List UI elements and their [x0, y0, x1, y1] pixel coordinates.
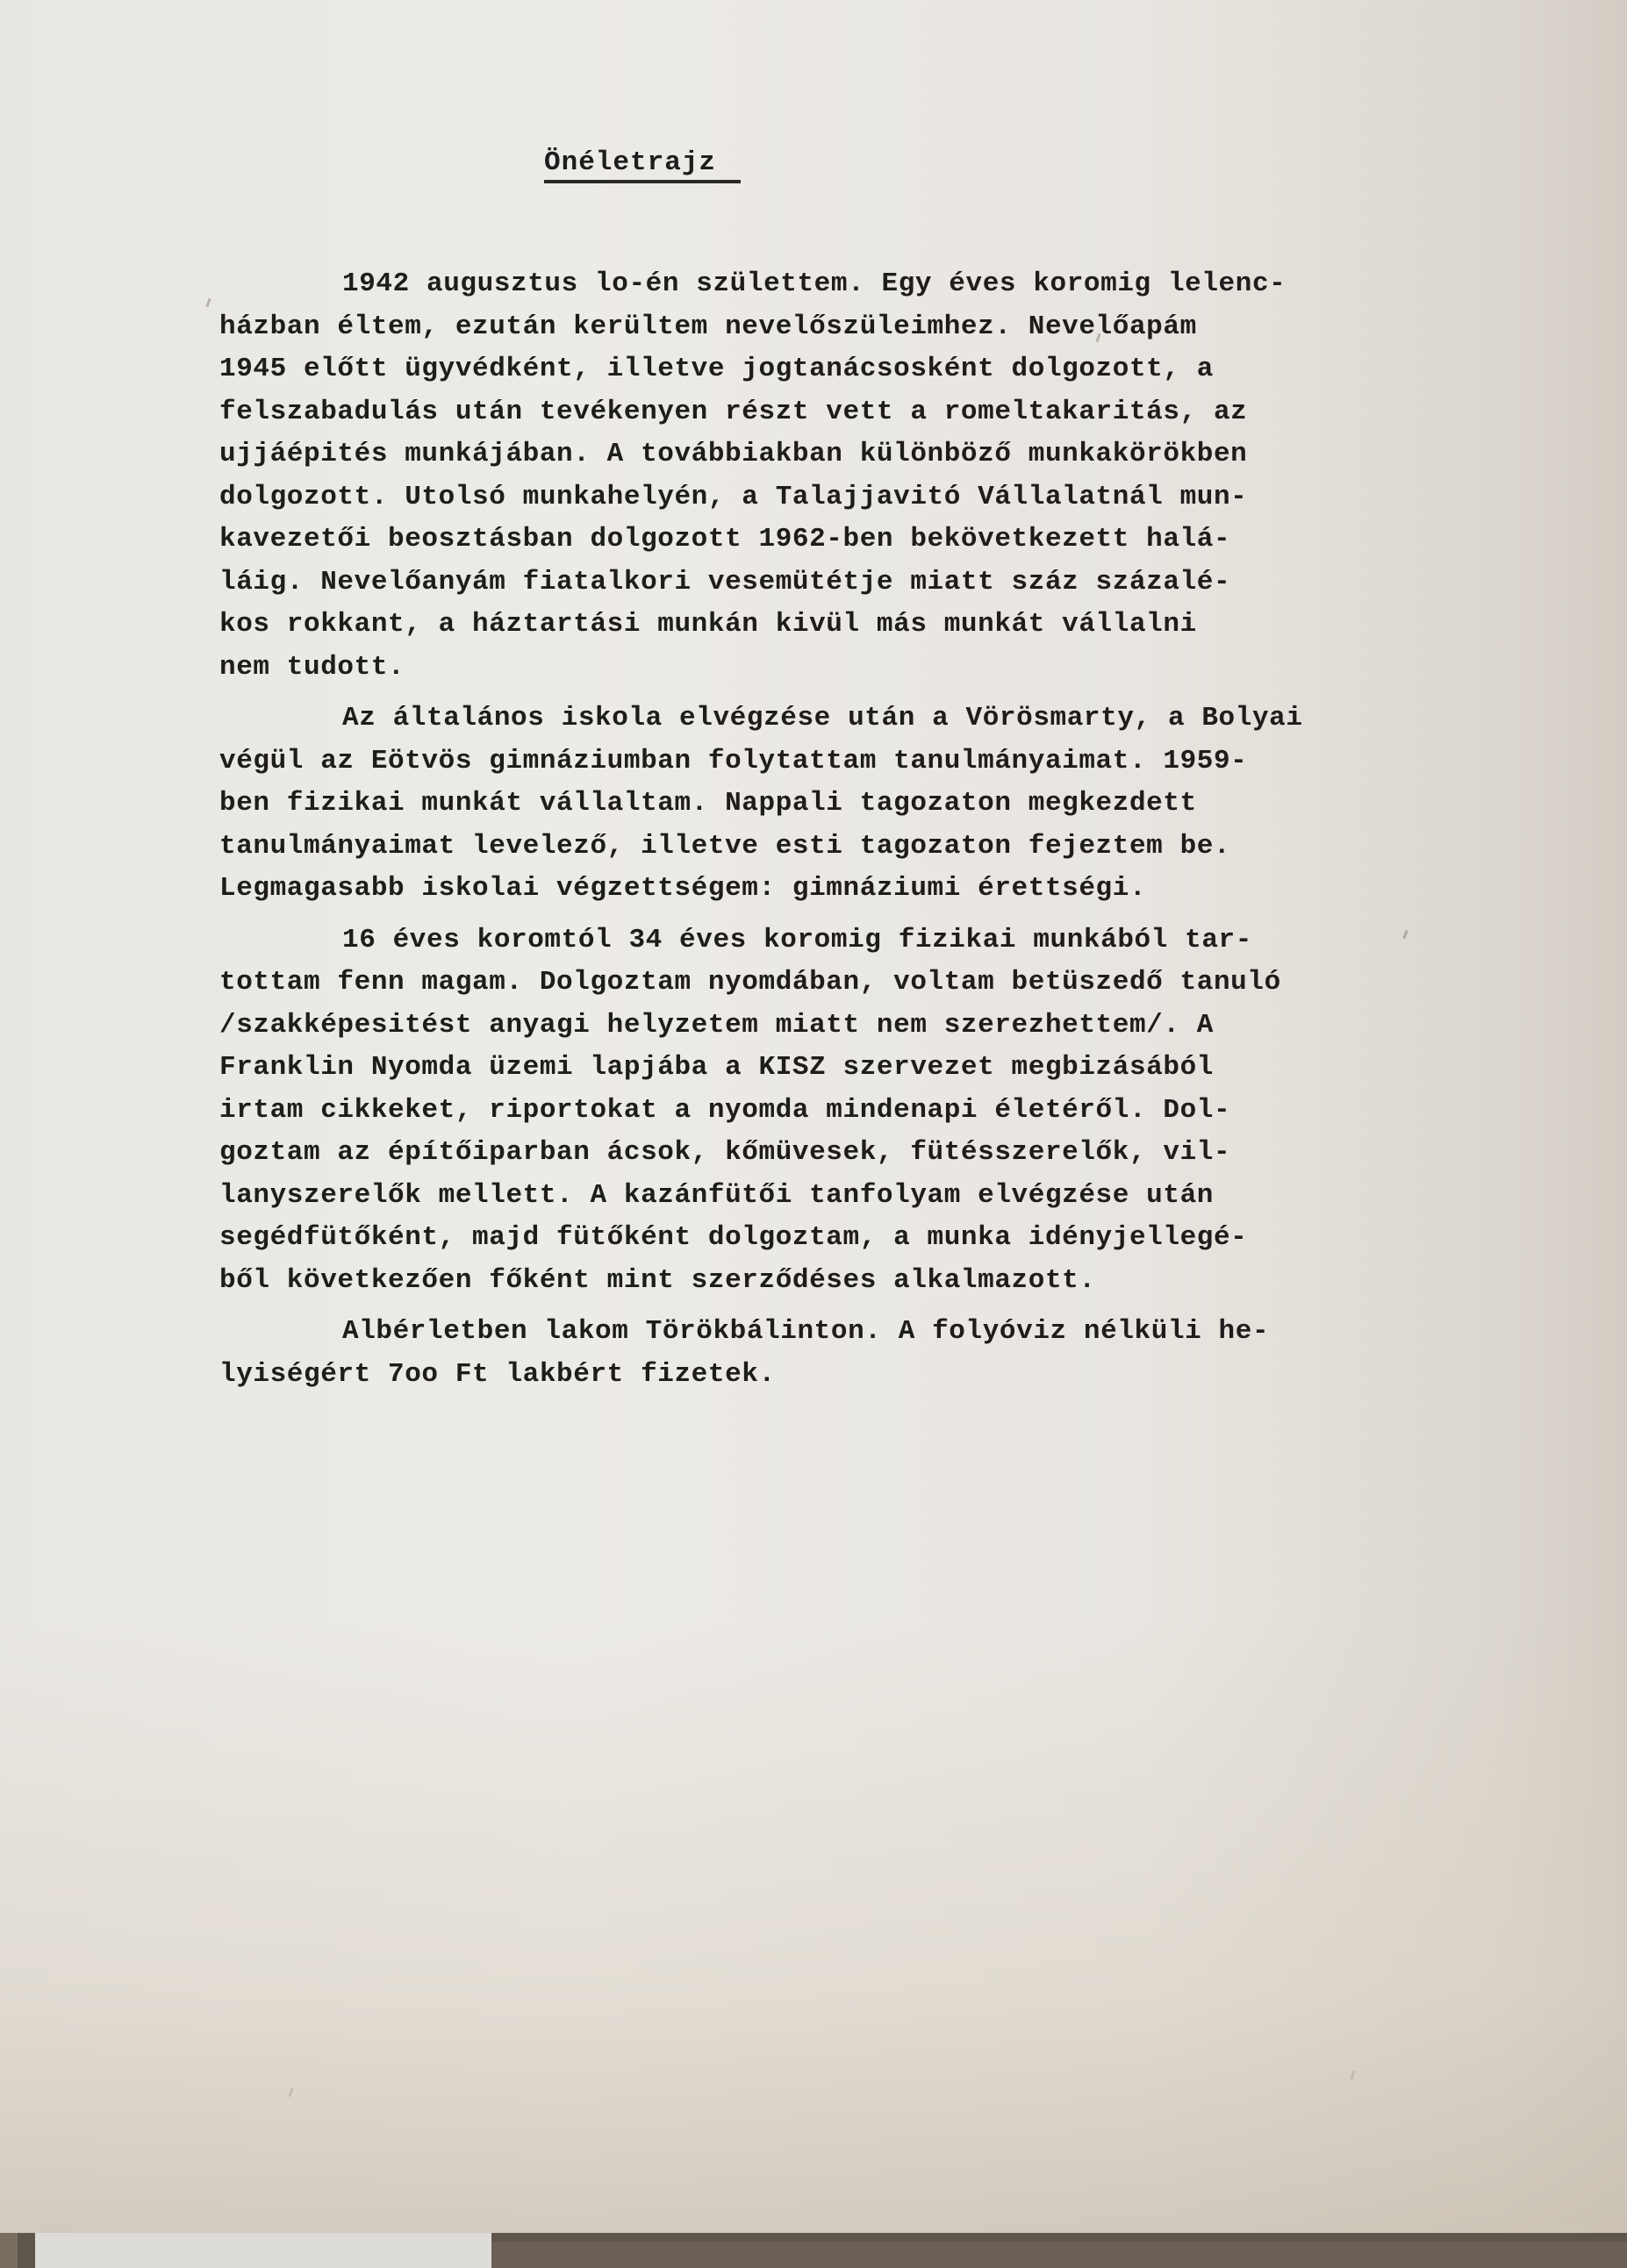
text-line: 1945 előtt ügyvédként, illetve jogtanácsosként dolgozott, a — [219, 354, 1214, 384]
paper-speck — [205, 298, 211, 307]
text-line: irtam cikkeket, riportokat a nyomda mindenapi életéről. Dol- — [219, 1094, 1231, 1126]
table-edge — [0, 2233, 18, 2268]
text-line: tanulmányaimat levelező, illetve esti tagozaton fejeztem be. — [219, 830, 1231, 862]
paragraph-education — [219, 698, 1536, 911]
text-line: ben fizikai munkát vállaltam. Nappali tagozaton megkezdett — [219, 788, 1197, 819]
text-line: Legmagasabb iskolai végzettségem: gimnáziumi érettségi. — [219, 873, 1147, 904]
paper-speck — [288, 2088, 293, 2097]
paragraph-birth-family — [219, 263, 1536, 689]
text-line: segédfütőként, majd fütőként dolgoztam, a munka idényjellegé- — [219, 1222, 1248, 1253]
text-line: felszabadulás után tevékenyen részt vett a romeltakaritás, az — [219, 396, 1248, 427]
text-line: nem tudott. — [219, 651, 405, 683]
text-line: láig. Nevelőanyám fiatalkori vesemütétje miatt száz százalé- — [219, 566, 1231, 597]
text-line: Albérletben lakom Törökbálinton. A folyóviz nélküli he- — [342, 1316, 1270, 1347]
text-line: házban éltem, ezután kerültem nevelőszüleimhez. Nevelőapám — [219, 311, 1197, 342]
text-line: ből következően főként mint szerződéses alkalmazott. — [219, 1264, 1096, 1296]
text-line: goztam az építőiparban ácsok, kőmüvesek, fütésszerelők, vil- — [219, 1137, 1231, 1168]
document-body — [219, 263, 1536, 1405]
text-line: dolgozott. Utolsó munkahelyén, a Talajjavitó Vállalatnál mun- — [219, 481, 1248, 512]
text-line: végül az Eötvös gimnáziumban folytattam tanulmányaimat. 1959- — [219, 745, 1248, 776]
underlying-sheet — [35, 2233, 491, 2268]
text-line: 16 éves koromtól 34 éves koromig fizikai munkából tar- — [342, 924, 1252, 955]
text-line: 1942 augusztus lo-én születtem. Egy éves koromig lelenc- — [342, 268, 1287, 299]
text-line: lanyszerelők mellett. A kazánfütői tanfolyam elvégzése után — [219, 1179, 1214, 1211]
paragraph-residence — [219, 1311, 1536, 1396]
text-line: tottam fenn magam. Dolgoztam nyomdában, voltam betüszedő tanuló — [219, 967, 1281, 998]
text-line: Franklin Nyomda üzemi lapjába a KISZ szervezet megbizásából — [219, 1052, 1214, 1083]
text-line: Az általános iskola elvégzése után a Vörösmarty, a Bolyai — [342, 703, 1303, 733]
underlying-surface — [491, 2242, 1627, 2268]
text-line: ujjáépités munkájában. A továbbiakban különböző munkakörökben — [219, 439, 1248, 469]
text-line: kos rokkant, a háztartási munkán kivül más munkát vállalni — [219, 609, 1197, 640]
document-title: Önéletrajz — [544, 147, 741, 183]
text-line: /szakképesitést anyagi helyzetem miatt nem szerezhettem/. A — [219, 1009, 1214, 1041]
paragraph-work-history — [219, 919, 1536, 1303]
text-line: lyiségért 7oo Ft lakbért fizetek. — [219, 1358, 776, 1390]
paper-speck — [1350, 2071, 1355, 2079]
text-line: kavezetői beosztásban dolgozott 1962-ben bekövetkezett halá- — [219, 524, 1231, 554]
